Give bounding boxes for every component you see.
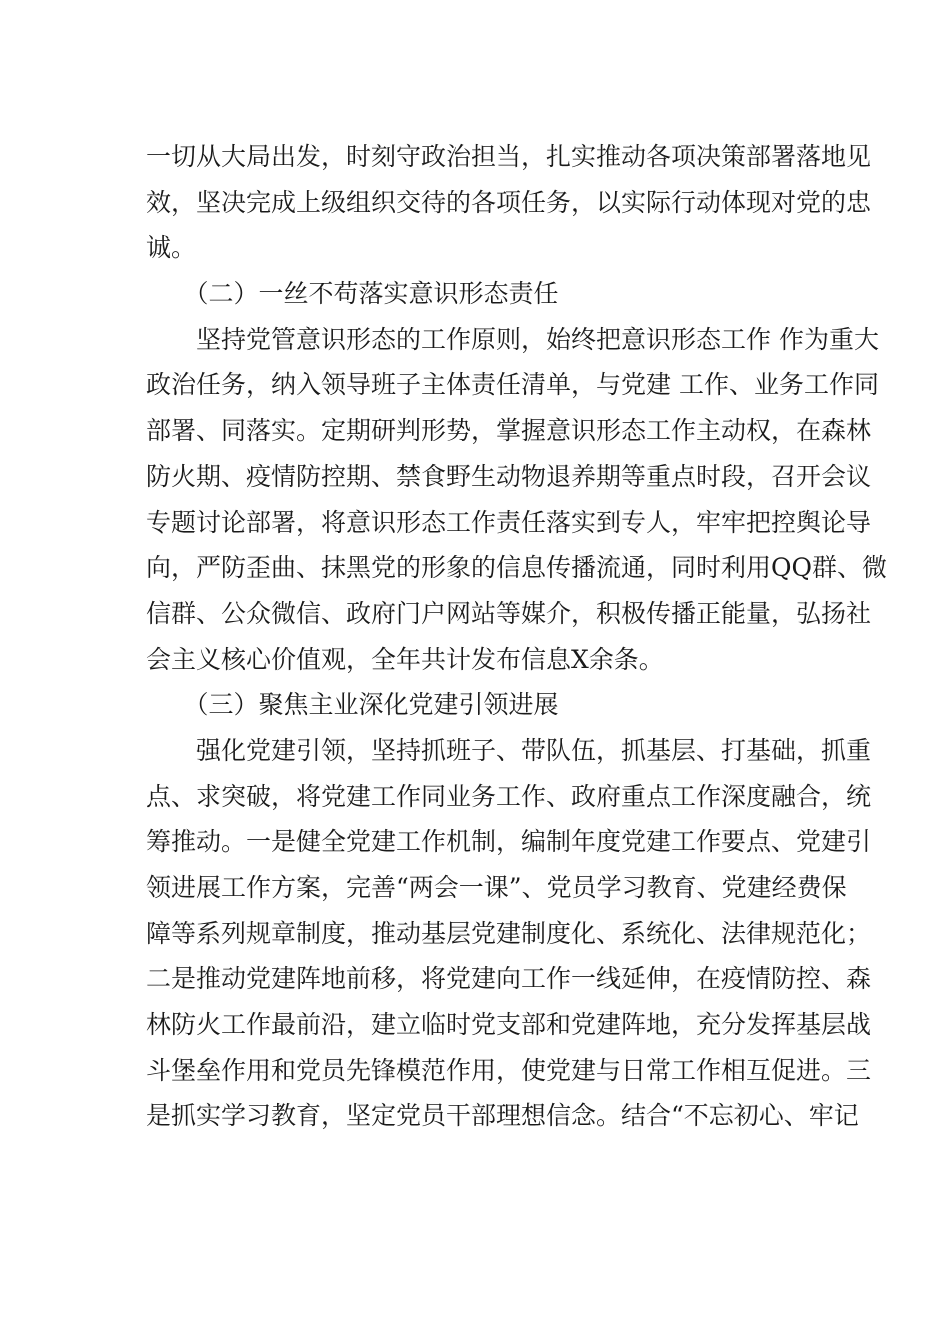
text-line: 诚。 xyxy=(146,233,197,263)
text-line: 专题讨论部署，将意识形态工作责任落实到专人，牢牢把控舆论导 xyxy=(146,507,872,537)
text-line: 会主义核心价值观，全年共计发布信息X余条。 xyxy=(146,644,664,674)
section-heading-2: （二）一丝不苟落实意识形态责任 xyxy=(146,279,559,309)
text-line: 一切从大局出发，时刻守政治担当，扎实推动各项决策部署落地见 xyxy=(146,142,872,171)
text-line: 效，坚决完成上级组织交待的各项任务，以实际行动体现对党的忠 xyxy=(146,187,872,217)
text-line: 林防火工作最前沿，建立临时党支部和党建阵地，充分发挥基层战 xyxy=(146,1010,872,1040)
text-line: 信群、公众微信、政府门户网站等媒介，积极传播正能量，弘扬社 xyxy=(146,598,872,628)
text-line: 领进展工作方案，完善“两会一课”、党员学习教育、党建经费保 xyxy=(146,873,847,902)
text-line: 政治任务，纳入领导班子主体责任清单，与党建 工作、业务工作同 xyxy=(146,370,879,400)
text-line: 是抓实学习教育，坚定党员干部理想信念。结合“不忘初心、牢记 xyxy=(146,1101,859,1131)
document-body xyxy=(146,134,887,1139)
text-line: 筹推动。一是健全党建工作机制，编制年度党建工作要点、党建引 xyxy=(146,827,872,857)
text-line: 斗堡垒作用和党员先锋模范作用，使党建与日常工作相互促进。三 xyxy=(146,1055,872,1085)
text-line: 坚持党管意识形态的工作原则，始终把意识形态工作 作为重大 xyxy=(146,324,879,354)
text-line: 部署、同落实。定期研判形势，掌握意识形态工作主动权，在森林 xyxy=(146,416,872,446)
section-heading-3: （三）聚焦主业深化党建引领进展 xyxy=(146,690,559,720)
text-line: 点、求突破，将党建工作同业务工作、政府重点工作深度融合，统 xyxy=(146,781,872,811)
text-line: 防火期、疫情防控期、禁食野生动物退养期等重点时段，召开会议 xyxy=(146,461,872,491)
text-line: 二是推动党建阵地前移，将党建向工作一线延伸，在疫情防控、森 xyxy=(146,964,872,994)
text-line: 强化党建引领，坚持抓班子、带队伍，抓基层、打基础，抓重 xyxy=(146,735,872,765)
text-line: 向，严防歪曲、抹黑党的形象的信息传播流通，同时利用QQ群、微 xyxy=(146,553,887,583)
text-line: 障等系列规章制度，推动基层党建制度化、系统化、法律规范化； xyxy=(146,918,872,948)
